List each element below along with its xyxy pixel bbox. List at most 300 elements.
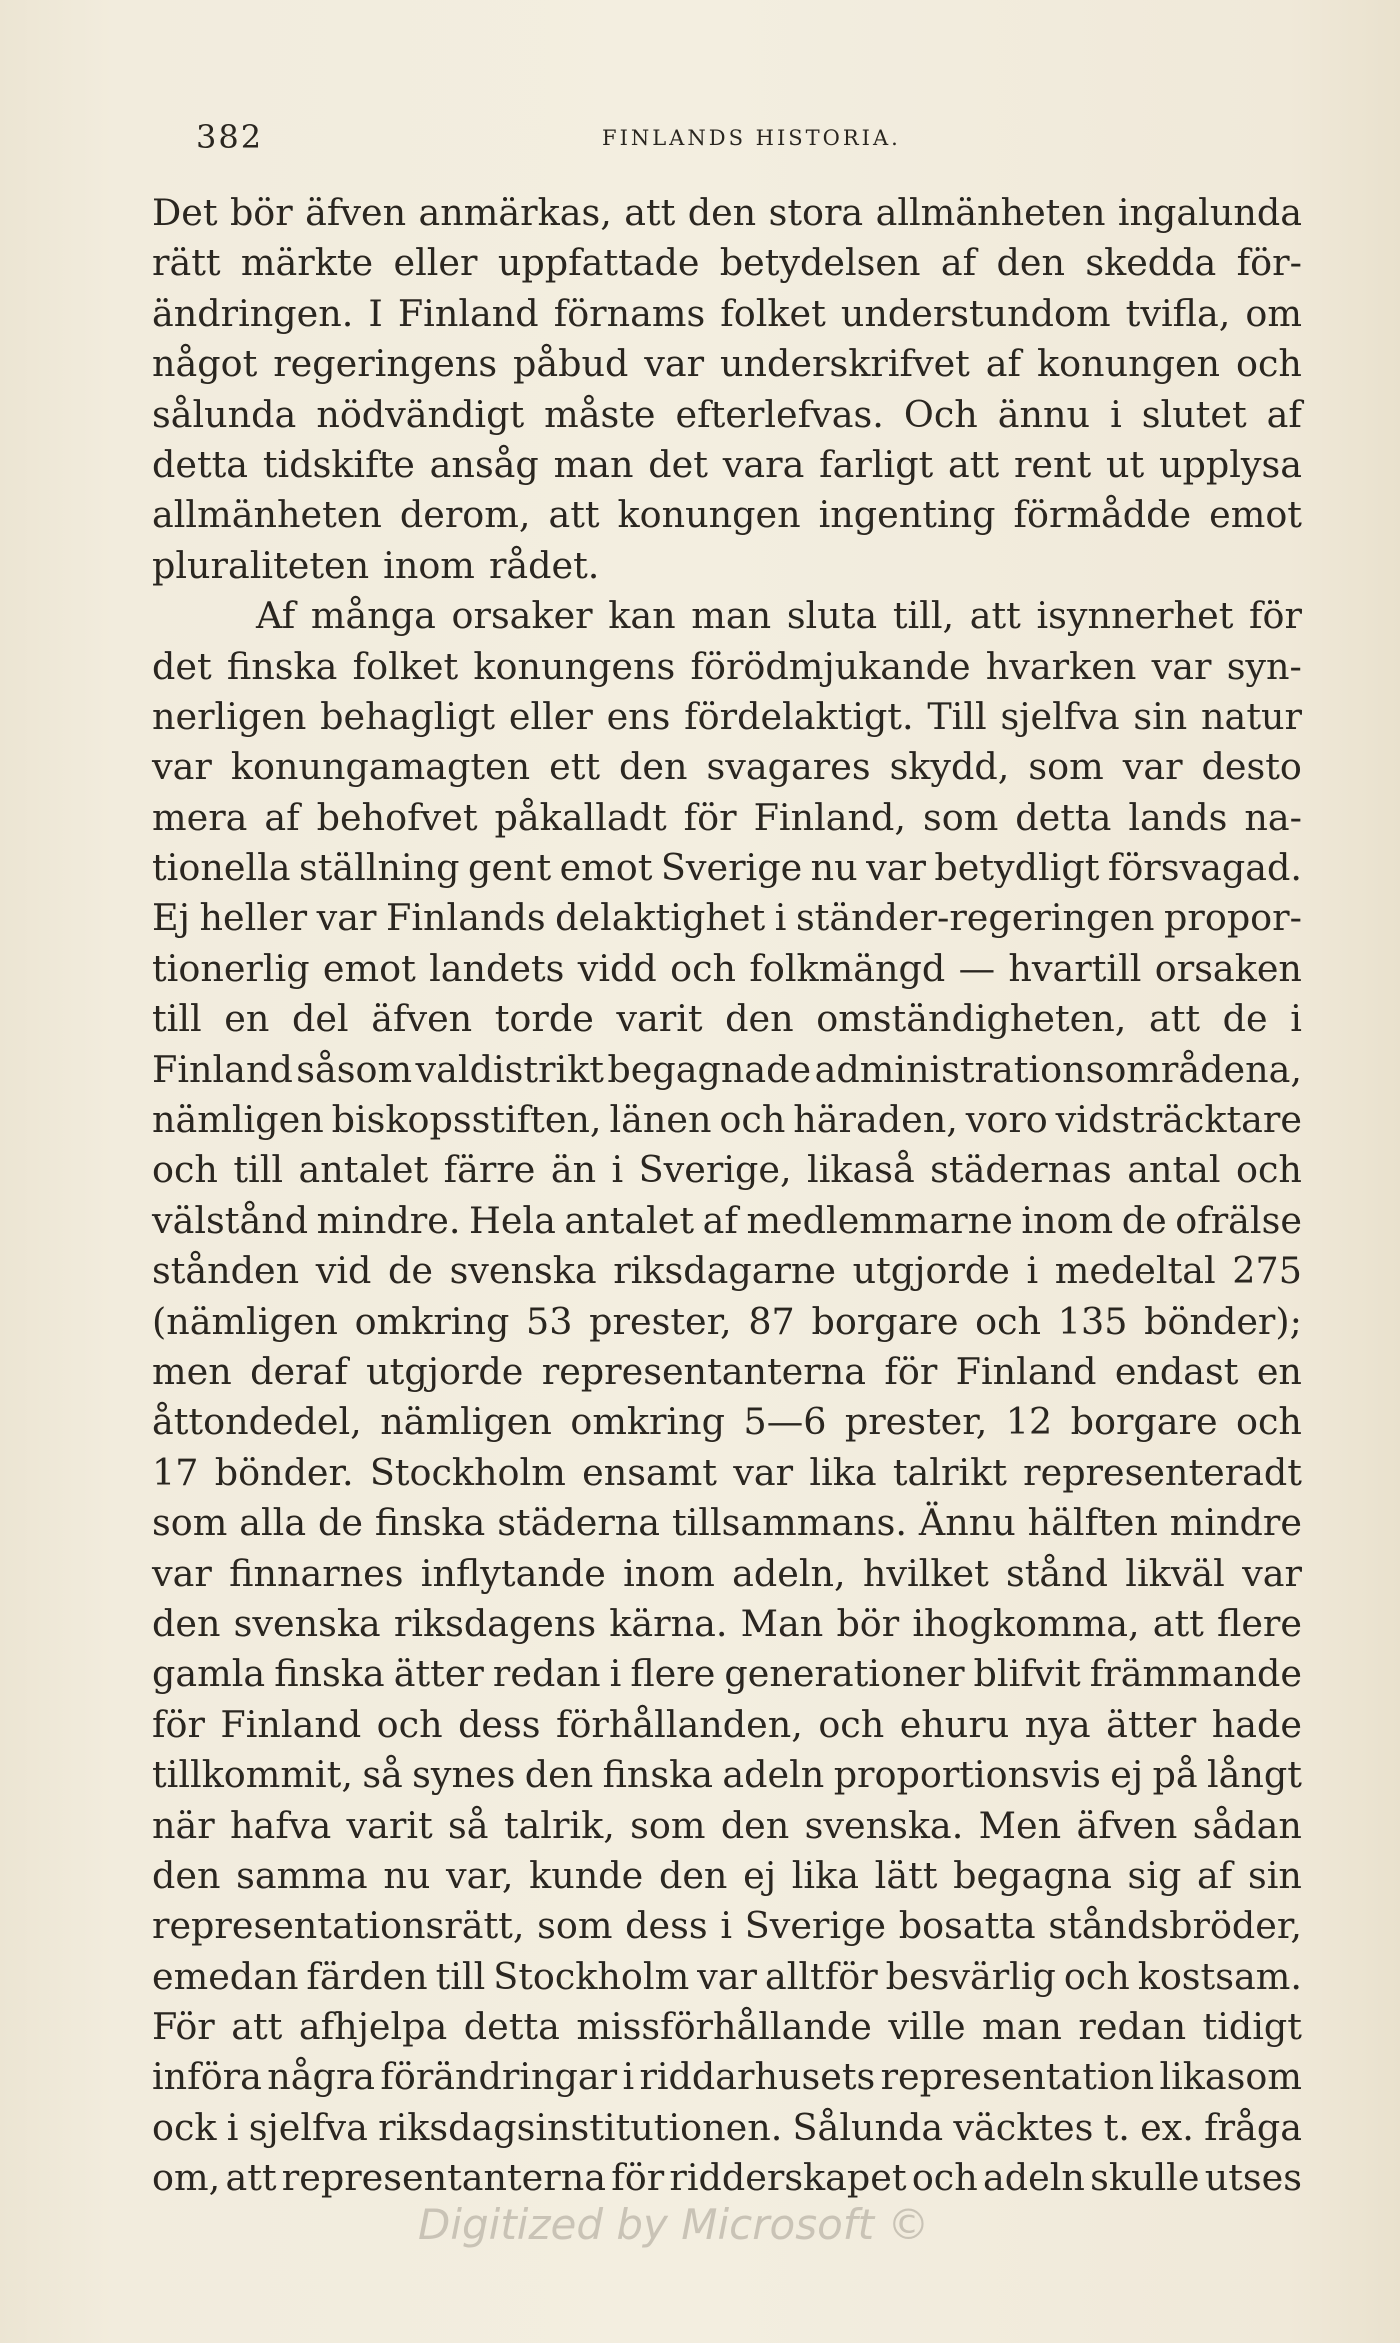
word: blifvit bbox=[973, 1652, 1081, 1696]
word: fråga bbox=[1204, 2105, 1302, 2149]
word: färre bbox=[443, 1148, 536, 1192]
word: ståndsbröder, bbox=[1048, 1904, 1302, 1948]
word: åttondedel, bbox=[152, 1400, 362, 1444]
running-head: FINLANDS HISTORIA. bbox=[602, 126, 901, 150]
word: slutet bbox=[1141, 392, 1247, 436]
word: den bbox=[658, 1853, 728, 1897]
word: och bbox=[975, 1299, 1042, 1343]
text-line bbox=[152, 339, 1302, 389]
word: måste bbox=[544, 392, 656, 436]
word: i bbox=[1290, 997, 1302, 1041]
word: att bbox=[225, 2156, 277, 2200]
word: Men bbox=[978, 1803, 1062, 1847]
text-line bbox=[152, 2052, 1302, 2102]
word: prester, bbox=[589, 1299, 732, 1343]
word: till bbox=[233, 1148, 284, 1192]
word: tionerlig bbox=[152, 946, 310, 990]
word: redan bbox=[1078, 2005, 1187, 2049]
word: och bbox=[152, 1148, 218, 1192]
word: ock bbox=[152, 2105, 217, 2149]
word: dess bbox=[625, 1904, 708, 1948]
word: tidigt bbox=[1202, 2005, 1302, 2049]
word: nämligen bbox=[152, 1098, 324, 1142]
text-line bbox=[152, 1095, 1302, 1145]
text-line bbox=[152, 1246, 1302, 1296]
word: missförhållande bbox=[576, 2005, 872, 2049]
word: om, bbox=[152, 2156, 221, 2200]
word: för bbox=[611, 2156, 665, 2200]
word: de bbox=[1222, 997, 1268, 1041]
word: detta bbox=[463, 2005, 560, 2049]
word: alla bbox=[239, 1501, 307, 1545]
word: välstånd bbox=[152, 1198, 309, 1242]
word: 12 bbox=[1005, 1400, 1053, 1444]
word: i bbox=[1026, 1249, 1039, 1293]
word: om bbox=[1245, 291, 1302, 335]
word: och bbox=[376, 1702, 443, 1746]
word: som bbox=[152, 1501, 228, 1545]
word: förändringar bbox=[380, 2055, 618, 2099]
word: sin bbox=[1133, 694, 1188, 738]
word: Ännu bbox=[918, 1501, 1016, 1545]
word: riddarhusets bbox=[639, 2055, 876, 2099]
word: den bbox=[725, 997, 794, 1041]
text-line bbox=[152, 188, 1302, 238]
word: hvilket bbox=[862, 1551, 989, 1595]
word: för bbox=[884, 1349, 938, 1393]
word: förmådde bbox=[1013, 493, 1192, 537]
word: så bbox=[362, 1753, 403, 1797]
word: lätt bbox=[874, 1853, 938, 1897]
word: finska bbox=[602, 1753, 714, 1797]
text-line bbox=[152, 390, 1302, 440]
word: stånden bbox=[152, 1249, 300, 1293]
text-line bbox=[152, 1851, 1302, 1901]
word: biskopsstiften, bbox=[331, 1098, 602, 1142]
word: (nämligen bbox=[152, 1299, 338, 1343]
word: införa bbox=[152, 2055, 262, 2099]
word: i bbox=[226, 2105, 239, 2149]
word: ej bbox=[1110, 1753, 1144, 1797]
word: och bbox=[670, 946, 737, 990]
text-line bbox=[152, 1750, 1302, 1800]
word: nu bbox=[383, 1853, 431, 1897]
word: i bbox=[611, 1148, 624, 1192]
text-line bbox=[152, 1549, 1302, 1599]
word: var bbox=[1242, 1551, 1302, 1595]
word: svagares bbox=[706, 745, 871, 789]
word: skedda bbox=[1085, 241, 1217, 285]
text-line bbox=[152, 1297, 1302, 1347]
word: mindre bbox=[1169, 1501, 1302, 1545]
word: att bbox=[1152, 1601, 1204, 1645]
word: de bbox=[1121, 1198, 1167, 1242]
word: den bbox=[996, 241, 1065, 285]
word: sig bbox=[1127, 1853, 1182, 1897]
word: desto bbox=[1201, 745, 1302, 789]
word: konungens bbox=[473, 644, 676, 688]
word: 17 bbox=[152, 1450, 199, 1494]
word: den bbox=[152, 1601, 221, 1645]
word: emot bbox=[559, 846, 653, 890]
word: Sverige bbox=[744, 1904, 887, 1948]
word: ännu bbox=[997, 392, 1091, 436]
word: Man bbox=[740, 1601, 824, 1645]
word: understundom bbox=[840, 291, 1111, 335]
word: representanterna bbox=[541, 1349, 866, 1393]
word: eller bbox=[393, 241, 478, 285]
word: vara bbox=[722, 442, 805, 486]
word: emot bbox=[322, 946, 416, 990]
text-line bbox=[152, 289, 1302, 339]
word: afhjelpa bbox=[298, 2005, 448, 2049]
text-line bbox=[152, 793, 1302, 843]
word: ens bbox=[606, 694, 671, 738]
word: var bbox=[866, 846, 926, 890]
word: isynnerhet bbox=[1036, 594, 1234, 638]
word: till bbox=[435, 1954, 486, 1998]
text-line bbox=[152, 1196, 1302, 1246]
word: något bbox=[152, 342, 258, 386]
word: många bbox=[310, 594, 436, 638]
word: emedan bbox=[152, 1954, 299, 1998]
word: påkalladt bbox=[494, 795, 667, 839]
word: kunde bbox=[529, 1853, 644, 1897]
word: att bbox=[1148, 997, 1201, 1041]
word: ex. bbox=[1140, 2105, 1194, 2149]
word: rådet. bbox=[488, 543, 600, 587]
word: hvartill bbox=[1008, 946, 1142, 990]
page-header bbox=[152, 118, 1302, 158]
word: var bbox=[316, 896, 377, 940]
word: Sverige bbox=[660, 846, 803, 890]
word: att bbox=[231, 2005, 283, 2049]
word: adeln bbox=[722, 1753, 825, 1797]
word: Finland, bbox=[753, 795, 906, 839]
word: rent bbox=[1013, 442, 1092, 486]
word: detta bbox=[1015, 795, 1112, 839]
word: valdistrikt bbox=[415, 1047, 604, 1091]
word: i bbox=[622, 2055, 635, 2099]
word: lika bbox=[791, 1853, 859, 1897]
word: anmärkas, bbox=[418, 191, 612, 234]
word: var, bbox=[446, 1853, 514, 1897]
word: var bbox=[152, 745, 212, 789]
word: rätt bbox=[152, 241, 221, 285]
word: bönder); bbox=[1144, 1299, 1302, 1343]
word: delaktighet bbox=[555, 896, 766, 940]
word: riksdagarne bbox=[613, 1249, 837, 1293]
text-line bbox=[152, 1801, 1302, 1851]
text-line bbox=[152, 2103, 1302, 2153]
word: t. bbox=[1103, 2105, 1130, 2149]
word: betydligt bbox=[934, 846, 1100, 890]
word: medlemmarne bbox=[746, 1198, 1013, 1242]
word: af bbox=[702, 1198, 738, 1242]
word: ätter bbox=[393, 1652, 484, 1696]
word: ätter bbox=[1106, 1702, 1197, 1746]
word: deraf bbox=[250, 1349, 348, 1393]
word: och bbox=[719, 1098, 786, 1142]
word: finska bbox=[226, 644, 338, 688]
word: äfven bbox=[305, 191, 407, 234]
word: farligt bbox=[819, 442, 934, 486]
text-line bbox=[152, 1145, 1302, 1195]
word: och bbox=[1236, 1148, 1302, 1192]
word: förödmjukande bbox=[690, 644, 971, 688]
word: likväl bbox=[1125, 1551, 1225, 1595]
word: konungen bbox=[617, 493, 801, 537]
word: torde bbox=[494, 997, 594, 1041]
page-number: 382 bbox=[196, 118, 264, 156]
word: Finland bbox=[397, 291, 539, 335]
word: 275 bbox=[1232, 1249, 1302, 1293]
word: uppfattade bbox=[497, 241, 700, 285]
word: Finland bbox=[955, 1349, 1097, 1393]
word: som bbox=[630, 1803, 706, 1847]
word: inom bbox=[1021, 1198, 1114, 1242]
word: finska bbox=[374, 1501, 486, 1545]
word: heller bbox=[199, 896, 308, 940]
word: natur bbox=[1201, 694, 1302, 738]
word: färden bbox=[306, 1954, 428, 1998]
word: adeln bbox=[982, 2156, 1085, 2200]
word: den bbox=[619, 745, 688, 789]
word: väcktes bbox=[953, 2105, 1094, 2149]
word: tillsammans. bbox=[671, 1501, 907, 1545]
word: inflytande bbox=[420, 1551, 606, 1595]
word: finska bbox=[274, 1652, 385, 1696]
word: och bbox=[1235, 342, 1302, 386]
word: Ej bbox=[152, 896, 190, 940]
word: i bbox=[774, 896, 787, 940]
word: endast bbox=[1114, 1349, 1239, 1393]
word: sjelfva bbox=[248, 2105, 368, 2149]
word: hade bbox=[1211, 1702, 1302, 1746]
word: antalet bbox=[298, 1148, 429, 1192]
word: märkte bbox=[240, 241, 374, 285]
text-line bbox=[152, 692, 1302, 742]
word: ensamt bbox=[582, 1450, 717, 1494]
word: var bbox=[733, 1450, 794, 1494]
text-line bbox=[152, 1700, 1302, 1750]
word: 135 bbox=[1057, 1299, 1128, 1343]
word: antalet bbox=[564, 1198, 695, 1242]
text-line bbox=[152, 1045, 1302, 1095]
word: tillkommit, bbox=[152, 1753, 353, 1797]
word: Stockholm bbox=[493, 1954, 690, 1998]
word: tvifla, bbox=[1125, 291, 1231, 335]
word: långt bbox=[1206, 1753, 1302, 1797]
word: så bbox=[448, 1803, 489, 1847]
word: sålunda bbox=[152, 392, 297, 436]
word: länen bbox=[609, 1098, 712, 1142]
word: gamla bbox=[152, 1652, 266, 1696]
word: behofvet bbox=[316, 795, 478, 839]
word: sin bbox=[1247, 1853, 1302, 1897]
word: underskrifvet bbox=[720, 342, 970, 386]
word: som bbox=[537, 1904, 613, 1948]
word: propor- bbox=[1164, 896, 1302, 940]
word: det bbox=[152, 644, 212, 688]
word: svenska. bbox=[804, 1803, 964, 1847]
text-line bbox=[152, 591, 1302, 641]
word: syn- bbox=[1226, 644, 1302, 688]
word: representation bbox=[880, 2055, 1155, 2099]
text-line bbox=[152, 2153, 1302, 2203]
word: för bbox=[1249, 594, 1302, 638]
word: 53 bbox=[526, 1299, 573, 1343]
word: men bbox=[152, 1349, 232, 1393]
word: än bbox=[550, 1148, 597, 1192]
word: omständigheten, bbox=[816, 997, 1127, 1041]
word: ihogkomma, bbox=[912, 1601, 1140, 1645]
text-line bbox=[152, 490, 1302, 540]
word: nya bbox=[1024, 1702, 1091, 1746]
word: flere bbox=[1216, 1601, 1302, 1645]
word: 5—6 bbox=[743, 1400, 827, 1444]
word: för bbox=[152, 1702, 205, 1746]
digitization-watermark: Digitized by Microsoft © bbox=[418, 2200, 930, 2249]
word: representanterna bbox=[281, 2156, 607, 2200]
word: omkring bbox=[354, 1299, 510, 1343]
word: ridderskapet bbox=[669, 2156, 907, 2200]
word: en bbox=[224, 997, 270, 1041]
word: ansåg bbox=[429, 442, 539, 486]
word: fördelaktigt. bbox=[684, 694, 914, 738]
word: städernas bbox=[930, 1148, 1112, 1192]
word: stora bbox=[768, 191, 864, 234]
text-line bbox=[152, 944, 1302, 994]
word: den bbox=[152, 1853, 221, 1897]
word: Af bbox=[256, 594, 296, 638]
word: finnarnes bbox=[229, 1551, 404, 1595]
word: ej bbox=[743, 1853, 777, 1897]
word: na- bbox=[1244, 795, 1302, 839]
word: — bbox=[958, 946, 996, 990]
word: det bbox=[648, 442, 708, 486]
word: upplysa bbox=[1158, 442, 1302, 486]
word: nerligen bbox=[152, 694, 307, 738]
word: tidskifte bbox=[262, 442, 415, 486]
word: talrikt bbox=[892, 1450, 1007, 1494]
word: lika bbox=[809, 1450, 877, 1494]
text-line bbox=[152, 1901, 1302, 1951]
word: hvarken bbox=[985, 644, 1137, 688]
word: kärna. bbox=[609, 1601, 728, 1645]
word: äfven bbox=[1076, 1803, 1178, 1847]
word: Hela bbox=[469, 1198, 556, 1242]
word: häraden, bbox=[793, 1098, 958, 1142]
word: inom bbox=[623, 1551, 715, 1595]
word: den bbox=[524, 1753, 594, 1797]
word: riksdagens bbox=[393, 1601, 597, 1645]
word: var bbox=[644, 342, 705, 386]
word: orsaker bbox=[451, 594, 593, 638]
word: generationer bbox=[724, 1652, 965, 1696]
word: den bbox=[687, 191, 757, 234]
word: redan bbox=[492, 1652, 601, 1696]
word: likasom bbox=[1159, 2055, 1302, 2099]
word: svenska bbox=[449, 1249, 597, 1293]
word: ingalunda bbox=[1117, 191, 1302, 234]
word: utses bbox=[1204, 2156, 1302, 2200]
word: pluraliteten bbox=[152, 543, 370, 587]
word: när bbox=[152, 1803, 215, 1847]
word: de bbox=[388, 1249, 433, 1293]
word: begagna bbox=[953, 1853, 1112, 1897]
word: att bbox=[624, 191, 676, 234]
word: och bbox=[1063, 1954, 1130, 1998]
word: mindre. bbox=[316, 1198, 461, 1242]
word: af bbox=[985, 342, 1022, 386]
word: förnams bbox=[553, 291, 706, 335]
word: till bbox=[152, 997, 202, 1041]
word: af bbox=[264, 795, 300, 839]
word: bosatta bbox=[898, 1904, 1036, 1948]
word: förhållanden, bbox=[555, 1702, 803, 1746]
word: städerna bbox=[497, 1501, 661, 1545]
text-line bbox=[152, 843, 1302, 893]
word: Till bbox=[927, 694, 987, 738]
word: skulle bbox=[1090, 2156, 1200, 2200]
word: alltför bbox=[764, 1954, 878, 1998]
word: prester, bbox=[844, 1400, 988, 1444]
text-line bbox=[152, 440, 1302, 490]
word: vid bbox=[315, 1249, 372, 1293]
word: var bbox=[697, 1954, 757, 1998]
word: allmänheten bbox=[875, 191, 1106, 234]
word: utgjorde bbox=[852, 1249, 1010, 1293]
word: varit bbox=[346, 1803, 433, 1847]
word: tionella bbox=[152, 846, 291, 890]
word: adeln, bbox=[732, 1551, 846, 1595]
text-line bbox=[152, 2002, 1302, 2052]
word: svenska bbox=[233, 1601, 381, 1645]
word: såsom bbox=[296, 1047, 413, 1091]
word: var bbox=[1122, 745, 1183, 789]
word: För bbox=[152, 2005, 215, 2049]
word: likaså bbox=[807, 1148, 915, 1192]
word: och bbox=[818, 1702, 885, 1746]
word: af bbox=[1197, 1853, 1233, 1897]
word: representeradt bbox=[1023, 1450, 1302, 1494]
word: medeltal bbox=[1054, 1249, 1216, 1293]
text-line bbox=[152, 1649, 1302, 1699]
word: ehuru bbox=[899, 1702, 1010, 1746]
text-line bbox=[152, 994, 1302, 1044]
word: dess bbox=[458, 1702, 541, 1746]
word: 87 bbox=[748, 1299, 795, 1343]
word: sjelfva bbox=[1000, 694, 1120, 738]
word: vidd bbox=[577, 946, 657, 990]
word: Stockholm bbox=[369, 1450, 566, 1494]
word: nämligen bbox=[380, 1400, 552, 1444]
word: försvagad. bbox=[1107, 846, 1302, 890]
word: bönder. bbox=[214, 1450, 354, 1494]
word: borgare bbox=[1070, 1400, 1218, 1444]
word: man bbox=[982, 2005, 1062, 2049]
text-line bbox=[152, 238, 1302, 288]
word: I bbox=[368, 291, 383, 335]
word: gent bbox=[467, 846, 552, 890]
word: detta bbox=[152, 442, 249, 486]
word: besvärlig bbox=[885, 1954, 1056, 1998]
text-line bbox=[152, 1498, 1302, 1548]
word: folket bbox=[352, 644, 459, 688]
word: Det bbox=[152, 191, 218, 234]
text-line bbox=[152, 1347, 1302, 1397]
